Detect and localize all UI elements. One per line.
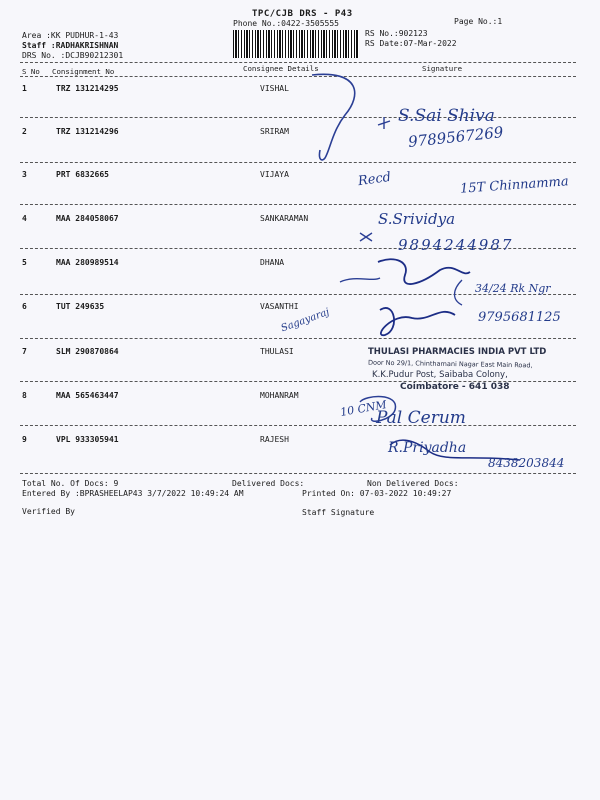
column-signature: Signature <box>422 64 463 73</box>
row5-handwritten-address: 34/24 Rk Ngr <box>475 282 551 295</box>
row-sno: 3 <box>22 170 27 179</box>
row3-handwritten-address: 15T Chinnamma <box>459 174 570 197</box>
row-consignment: MAA 284058067 <box>56 214 119 223</box>
total-docs: Total No. Of Docs: 9 <box>22 479 119 488</box>
row8-handwritten-signature: Pal Cerum <box>376 408 466 428</box>
row5-arrow-stroke <box>340 278 380 282</box>
row-consignment: TRZ 131214295 <box>56 84 119 93</box>
plus-stroke <box>378 117 390 129</box>
document-title: TPC/CJB DRS - P43 <box>252 9 353 19</box>
row-consignee: SRIRAM <box>260 127 289 136</box>
entered-by: Entered By :BPRASHEELAP43 3/7/2022 10:49:24 AM <box>22 489 244 498</box>
stamp-locality: K.K.Pudur Post, Saibaba Colony, <box>372 370 508 380</box>
row-sno: 7 <box>22 347 27 356</box>
row-sno: 2 <box>22 127 27 136</box>
drs-number: DRS No. :DCJB90212301 <box>22 51 124 60</box>
row4-handwritten-phone: 9894244987 <box>398 236 514 254</box>
non-delivered-docs: Non Delivered Docs: <box>367 479 459 488</box>
verified-by: Verified By <box>22 507 75 516</box>
row4-handwritten-name: S.Srividya <box>378 210 456 228</box>
cross-stroke <box>360 233 372 241</box>
row-consignment: TRZ 131214296 <box>56 127 119 136</box>
row3-handwritten-note: Recd <box>357 169 392 190</box>
row-sno: 1 <box>22 84 27 93</box>
row-sno: 4 <box>22 214 27 223</box>
row-consignee: RAJESH <box>260 435 289 444</box>
stamp-city: Coimbatore - 641 038 <box>400 382 510 392</box>
area-label: Area :KK PUDHUR-1-43 <box>22 31 119 40</box>
column-consignment: Consignment No <box>52 67 115 76</box>
printed-on: Printed On: 07-03-2022 10:49:27 <box>302 489 452 498</box>
row-consignee: MOHANRAM <box>260 391 299 400</box>
row-consignee: VISHAL <box>260 84 289 93</box>
rs-date: RS Date:07-Mar-2022 <box>365 39 457 48</box>
row-sno: 6 <box>22 302 27 311</box>
row-consignee: SANKARAMAN <box>260 214 309 223</box>
row-consignment: PRT 6832665 <box>56 170 109 179</box>
row6-handwritten-phone: 9795681125 <box>478 310 561 325</box>
column-sno: S No <box>22 67 40 76</box>
stamp-address-line: Door No 29/1, Chinthamani Nagar East Main Road, <box>367 358 533 370</box>
rs-number: RS No.:902123 <box>365 29 428 38</box>
row-consignment: MAA 565463447 <box>56 391 119 400</box>
row9-handwritten-phone: 8438203844 <box>488 456 565 470</box>
row-consignment: VPL 933305941 <box>56 435 119 444</box>
column-consignee: Consignee Details <box>243 64 319 73</box>
delivered-docs: Delivered Docs: <box>232 479 305 488</box>
row5-signature-stroke <box>378 259 470 284</box>
row6-handwritten-note: Sagayaraj <box>279 306 331 335</box>
row-consignment: SLM 290870864 <box>56 347 119 356</box>
row8-handwritten-note: 10 CNM <box>339 398 388 419</box>
paren-stroke <box>455 280 463 305</box>
row-consignment: MAA 280989514 <box>56 258 119 267</box>
row-consignee: DHANA <box>260 258 285 267</box>
brace-stroke <box>312 74 355 160</box>
row9-handwritten-signature: R.Priyadha <box>388 440 467 456</box>
row-consignee: VIJAYA <box>260 170 289 179</box>
staff-label: Staff :RADHAKRISHNAN <box>22 41 119 50</box>
row-sno: 5 <box>22 258 27 267</box>
row-consignee: THULASI <box>260 347 294 356</box>
stamp-company-name: THULASI PHARMACIES INDIA PVT LTD <box>368 347 547 357</box>
row-consignment: TUT 249635 <box>56 302 105 311</box>
phone-number: Phone No.:0422-3505555 <box>233 19 339 28</box>
row-sno: 9 <box>22 435 27 444</box>
row2-handwritten-phone: 9789567269 <box>407 123 505 151</box>
page-number: Page No.:1 <box>454 17 503 26</box>
row6-signature-stroke <box>380 308 455 335</box>
row-consignee: VASANTHI <box>260 302 299 311</box>
staff-signature: Staff Signature <box>302 508 375 517</box>
row-sno: 8 <box>22 391 27 400</box>
row2-handwritten-signature: S.Sai Shiva <box>398 106 495 126</box>
